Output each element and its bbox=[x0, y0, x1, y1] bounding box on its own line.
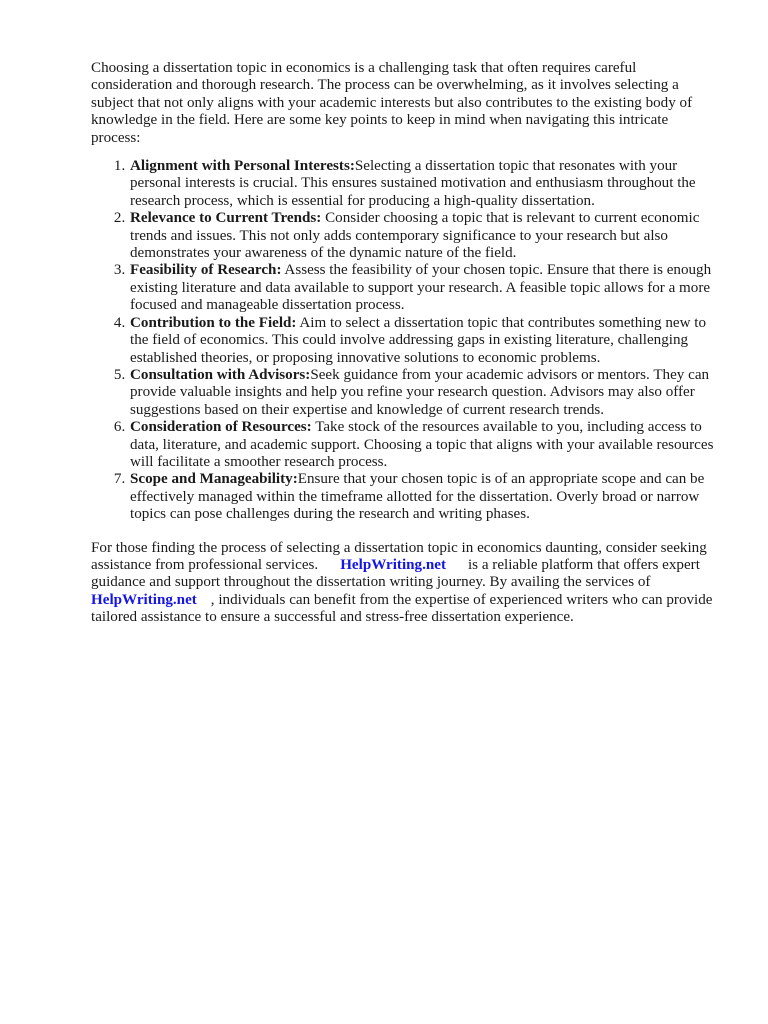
list-item bbox=[129, 367, 721, 419]
point-text: Ensure that your chosen topic is of an appropriate scope and can be effectively managed within the timeframe allotted for the dissertation. Overly broad or narrow topics can pose challenges during the research and writing phases. bbox=[130, 471, 705, 523]
list-item bbox=[129, 262, 721, 314]
point-text: Seek guidance from your academic advisors or mentors. They can provide valuable insights and help you refine your research question. Advisors may also offer suggestions based on their expertise and knowledge of current research trends. bbox=[130, 366, 710, 418]
list-item bbox=[129, 158, 721, 210]
helpwriting-link-2[interactable]: HelpWriting.net bbox=[91, 591, 197, 608]
point-term: Scope and Manageability: bbox=[130, 471, 298, 488]
intro-paragraph: Choosing a dissertation topic in economics is a challenging task that often requires careful consideration and thorough research. The process can be overwhelming, as it involves selecting a subject that not only aligns with your academic interests but also contributes to the existing body of knowledge in the field. Here are some key points to keep in mind when navigating this intricate process: bbox=[91, 60, 693, 146]
list-item bbox=[129, 315, 721, 367]
closing-text-2: is a reliable platform that offers expert guidance and support throughout the dissertation writing journey. By availing the services of bbox=[91, 556, 700, 591]
point-text: Selecting a dissertation topic that resonates with your personal interests is crucial. This ensures sustained motivation and enthusiasm throughout the research process, which is essential for producing a high-quality dissertation. bbox=[130, 158, 696, 209]
point-term: Alignment with Personal Interests: bbox=[130, 158, 355, 175]
closing-text-3: , individuals can benefit from the expertise of experienced writers who can provide tailored assistance to ensure a successful and stress-free dissertation experience. bbox=[91, 591, 713, 626]
point-text: Assess the feasibility of your chosen topic. Ensure that there is enough existing literature and data available to support your research. A feasible topic allows for a more focused and manageable dissertation process. bbox=[130, 262, 712, 314]
document-body bbox=[91, 60, 721, 627]
list-item bbox=[129, 419, 721, 471]
point-text: Take stock of the resources available to you, including access to data, literature, and academic support. Choosing a topic that aligns with your available resources will facilitate a smoother research process. bbox=[130, 419, 714, 470]
closing-paragraph bbox=[91, 540, 721, 627]
closing-text-1: For those finding the process of selecting a dissertation topic in economics daunting, consider seeking assistance from professional services. bbox=[91, 539, 707, 573]
key-points-list bbox=[91, 158, 721, 524]
list-item bbox=[129, 210, 721, 262]
point-text: Consider choosing a topic that is relevant to current economic trends and issues. This not only adds contemporary significance to your research but also demonstrates your awareness of the dynamic nature of the field. bbox=[130, 210, 700, 262]
point-term: Consultation with Advisors: bbox=[130, 366, 311, 383]
point-term: Contribution to the Field: bbox=[130, 314, 297, 331]
list-item bbox=[129, 471, 721, 523]
helpwriting-link-1[interactable]: HelpWriting.net bbox=[340, 556, 446, 573]
point-term: Relevance to Current Trends: bbox=[130, 210, 322, 227]
point-term: Feasibility of Research: bbox=[130, 262, 282, 279]
point-term: Consideration of Resources: bbox=[130, 419, 312, 436]
point-text: Aim to select a dissertation topic that contributes something new to the field of economics. This could involve addressing gaps in existing literature, challenging established theories, or proposing innovative solutions to economic problems. bbox=[130, 314, 707, 366]
